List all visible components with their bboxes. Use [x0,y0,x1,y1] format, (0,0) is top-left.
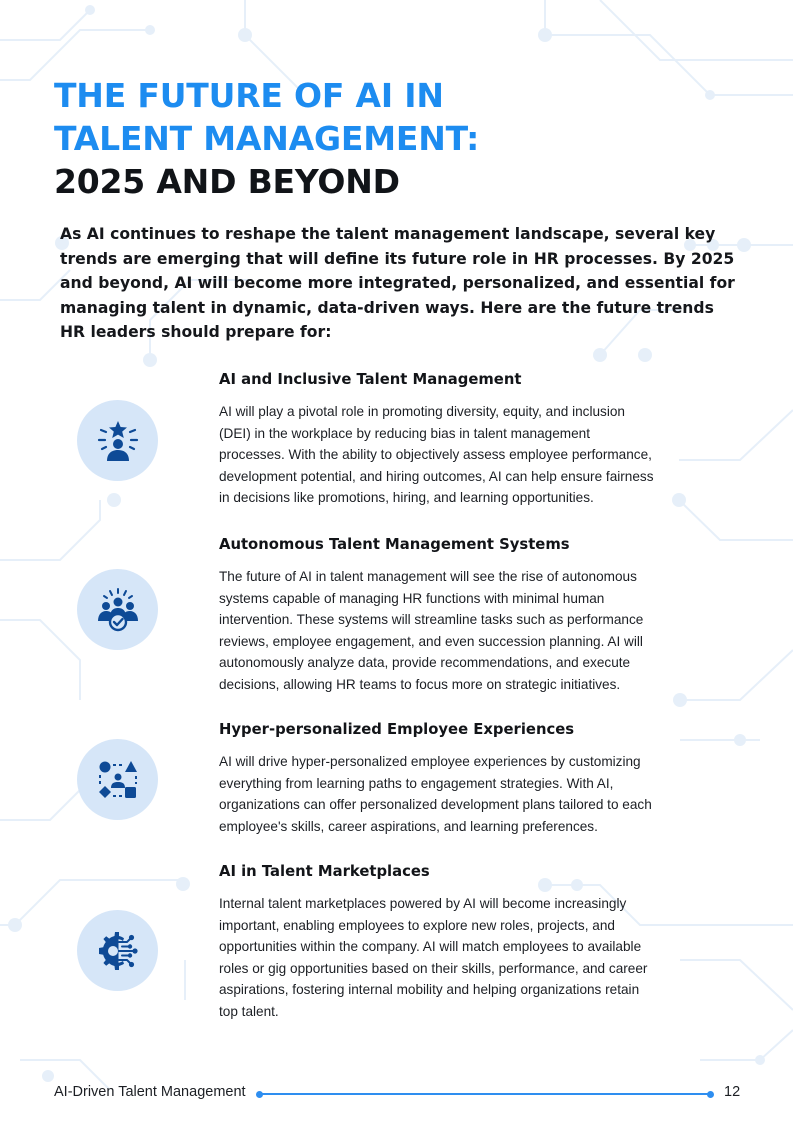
footer-dot-right [707,1091,714,1098]
intro-paragraph: As AI continues to reshape the talent management landscape, several key trends are emerging that will define its future role in HR processes. By 2025 and beyond, AI will become more integrated, personalized, and essential for managing talent in dynamic, data-driven ways. Here are the future trends HR leaders should prepare for: [60,225,735,341]
trend-heading: Autonomous Talent Management Systems [219,536,570,553]
footer-label: AI-Driven Talent Management [54,1084,246,1100]
trend-body: The future of AI in talent management will see the rise of autonomous systems capable of managing HR functions with minimal human intervention. These systems will streamline tasks such as performance reviews, employee engagement, and even succession planning. AI will autonomously analyze data, provide recommendations, and execute decisions, allowing HR teams to focus more on strategic initiatives. [219,569,644,692]
title-line-2: TALENT MANAGEMENT: [54,119,480,158]
trend-body: Internal talent marketplaces powered by AI will become increasingly important, enabling employees to explore new roles, projects, and opportunities within the company. AI will match employees to available roles or gig opportunities based on their skills, performance, and career aspirations, fostering internal mobility and helping organizations retain top talent. [219,896,648,1019]
trend-heading: AI in Talent Marketplaces [219,863,430,880]
footer-divider [257,1093,712,1095]
trend-body: AI will play a pivotal role in promoting diversity, equity, and inclusion (DEI) in the workplace by reducing bias in talent management processes. With the ability to objectively assess employee performance, development potential, and hiring outcomes, AI can help ensure fairness in decisions like promotions, hiring, and learning opportunities. [219,404,654,506]
team-checkmark-icon [77,569,158,650]
gear-network-icon [77,910,158,991]
title-line-1: THE FUTURE OF AI IN [54,76,444,115]
page-number: 12 [724,1084,741,1100]
trend-heading: Hyper-personalized Employee Experiences [219,721,575,738]
personalized-shapes-icon [77,739,158,820]
trend-heading: AI and Inclusive Talent Management [219,371,522,388]
inclusive-star-person-icon [77,400,158,481]
title-line-3: 2025 AND BEYOND [54,162,400,201]
trend-body: AI will drive hyper-personalized employee experiences by customizing everything from learning paths to engagement strategies. With AI, organizations can offer personalized development plans tailored to each employee's skills, career aspirations, and learning preferences. [219,754,652,834]
page-title [54,74,479,203]
